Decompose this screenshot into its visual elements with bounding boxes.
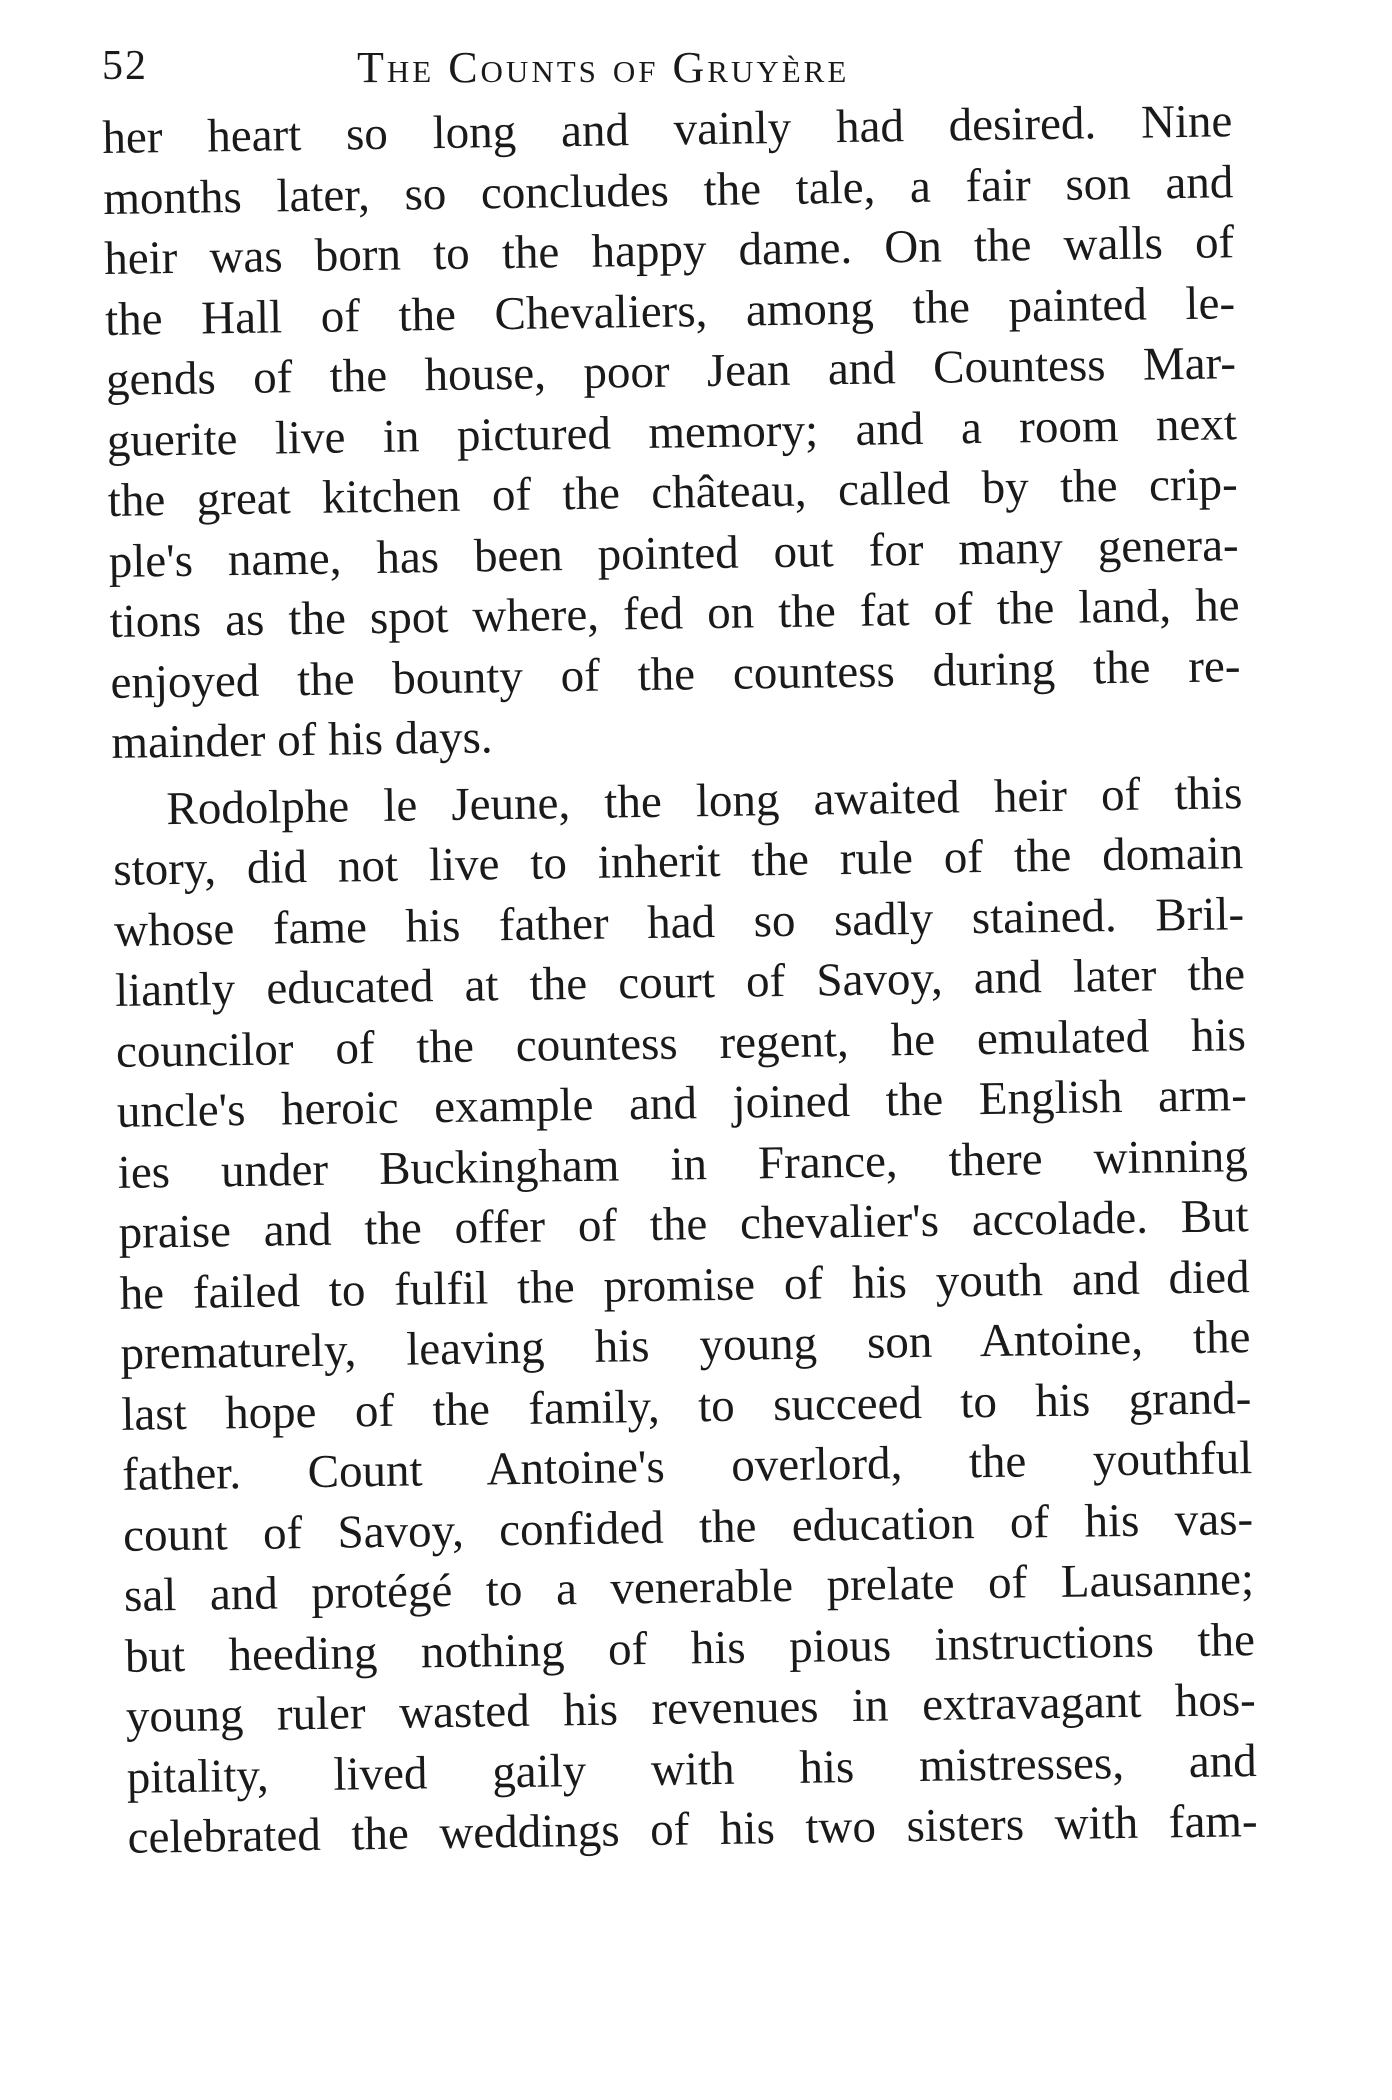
text-line: Rodolphe le Jeune, the long awaited heir of this — [166, 766, 1243, 835]
text-line: the great kitchen of the château, called by the crip- — [107, 458, 1239, 527]
page-number: 52 — [102, 43, 148, 89]
text-line: heir was born to the happy dame. On the walls of — [103, 216, 1235, 285]
text-line: but heeding nothing of his pious instructions the — [124, 1613, 1256, 1683]
text-line: ies under Buckingham in France, there winning — [117, 1129, 1249, 1199]
text-line: guerite live in pictured memory; and a room next — [106, 397, 1238, 467]
text-line: ple's name, has been pointed out for many genera- — [108, 518, 1239, 588]
text-line: the Hall of the Chevaliers, among the painted le- — [104, 276, 1236, 346]
text-line: months later, so concludes the tale, a fair son and — [102, 155, 1234, 225]
body-text — [102, 91, 1258, 1868]
text-line: story, did not live to inherit the rule of the domain — [112, 827, 1244, 896]
text-line: whose fame his father had so sadly stained. Bril- — [113, 887, 1245, 957]
text-line: councilor of the countess regent, he emulated his — [115, 1008, 1247, 1078]
text-line: count of Savoy, confided the education of his vas- — [122, 1492, 1254, 1562]
text-line: father. Count Antoine's overlord, the youthful — [121, 1432, 1253, 1501]
text-line: gends of the house, poor Jean and Countess Mar- — [105, 337, 1237, 406]
text-line: prematurely, leaving his young son Antoine, the — [120, 1311, 1251, 1380]
paragraph — [102, 91, 1242, 773]
text-line: last hope of the family, to succeed to his grand- — [120, 1371, 1252, 1441]
text-line: celebrated the weddings of his two sisters with fam- — [127, 1795, 1258, 1864]
text-line: tions as the spot where, fed on the fat of the land, he — [109, 579, 1240, 648]
text-line: pitality, lived gaily with his mistresses, and — [126, 1734, 1258, 1804]
text-line: mainder of his days. — [111, 711, 493, 769]
text-line: liantly educated at the court of Savoy, and later the — [114, 948, 1246, 1017]
running-title: The Counts of Gruyère — [357, 43, 850, 92]
text-line: young ruler wasted his revenues in extravagant hos- — [125, 1674, 1257, 1743]
text-line: enjoyed the bounty of the countess during the re- — [110, 639, 1241, 709]
text-line: uncle's heroic example and joined the English arm- — [116, 1069, 1248, 1138]
text-line: he failed to fulfil the promise of his youth and died — [119, 1250, 1250, 1320]
paragraph — [112, 763, 1258, 1869]
text-line: her heart so long and vainly had desired. Nine — [102, 95, 1233, 164]
text-line: sal and protégé to a venerable prelate of Lausanne; — [123, 1553, 1255, 1622]
text-line: praise and the offer of the chevalier's accolade. But — [118, 1190, 1249, 1259]
